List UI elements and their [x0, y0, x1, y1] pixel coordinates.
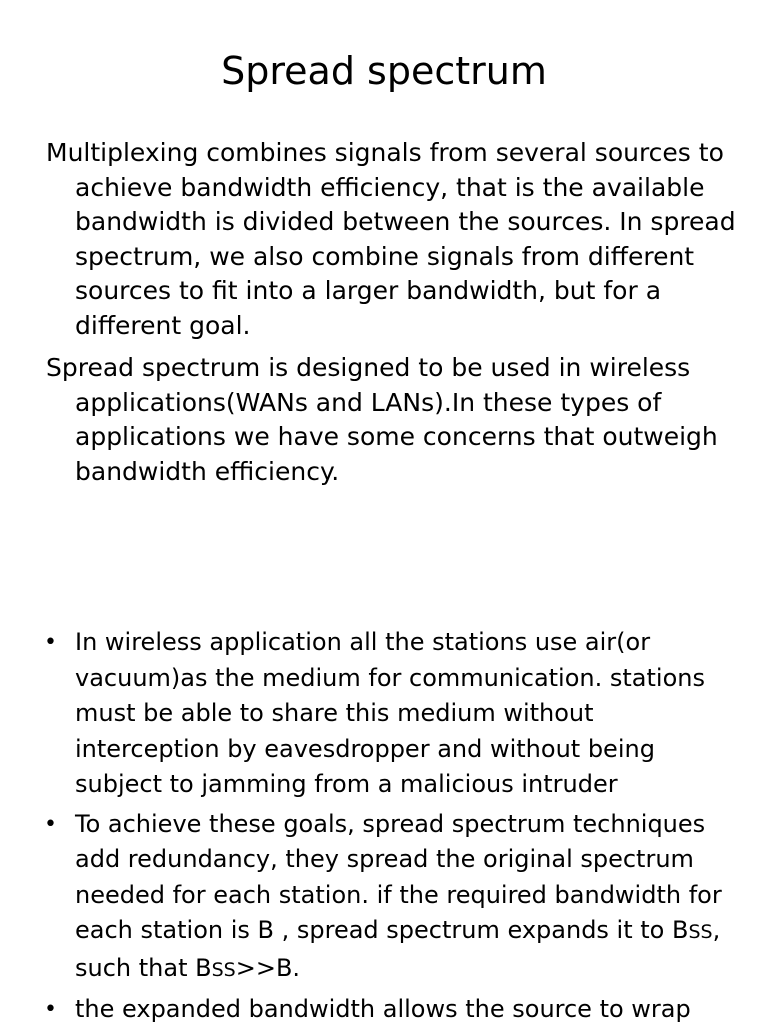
bullet-item-expanded — [44, 992, 734, 1028]
paragraph-multiplexing: Multiplexing combines signals from several sources to achieve bandwidth efficiency, that is the available bandwidth is divided between the sources. In spread spectrum, we also combine signals from different sources to fit into a larger bandwidth, but for a different goal. — [46, 138, 736, 340]
bullet-text: the expanded bandwidth allows the source to wrap — [75, 995, 691, 1023]
paragraph-spread-spectrum: Spread spectrum is designed to be used in wireless applications(WANs and LANs).In these types of applications we have some concerns that outweigh bandwidth efficiency. — [46, 353, 718, 486]
bandwidth-subscript: SS — [688, 921, 713, 943]
bullet-item-wireless — [44, 625, 734, 803]
bullet-icon: • — [44, 811, 57, 837]
bullet-text-part: , such that — [75, 916, 721, 982]
bullet-icon: • — [44, 997, 57, 1022]
bandwidth-symbol: B — [195, 953, 212, 982]
bullet-text-part: >>B. — [235, 953, 301, 982]
bandwidth-symbol: B — [672, 916, 689, 944]
bullet-list — [44, 625, 734, 1032]
bullet-icon: • — [44, 630, 57, 655]
bullet-item-goals — [44, 807, 734, 989]
slide-title: Spread spectrum — [221, 49, 547, 93]
bullet-text — [75, 810, 722, 982]
bandwidth-subscript: SS — [211, 958, 236, 981]
bullet-text-part: To achieve these goals, spread spectrum techniques add redundancy, they spread the original spectrum needed for each station. if the required bandwidth for each station is B , spread spectrum expands it to — [75, 809, 722, 944]
bullet-text: In wireless application all the stations use air(or vacuum)as the medium for communication. stations must be able to share this medium without interception by eavesdropper and without being subject to jamming from a malicious intruder — [75, 628, 705, 798]
